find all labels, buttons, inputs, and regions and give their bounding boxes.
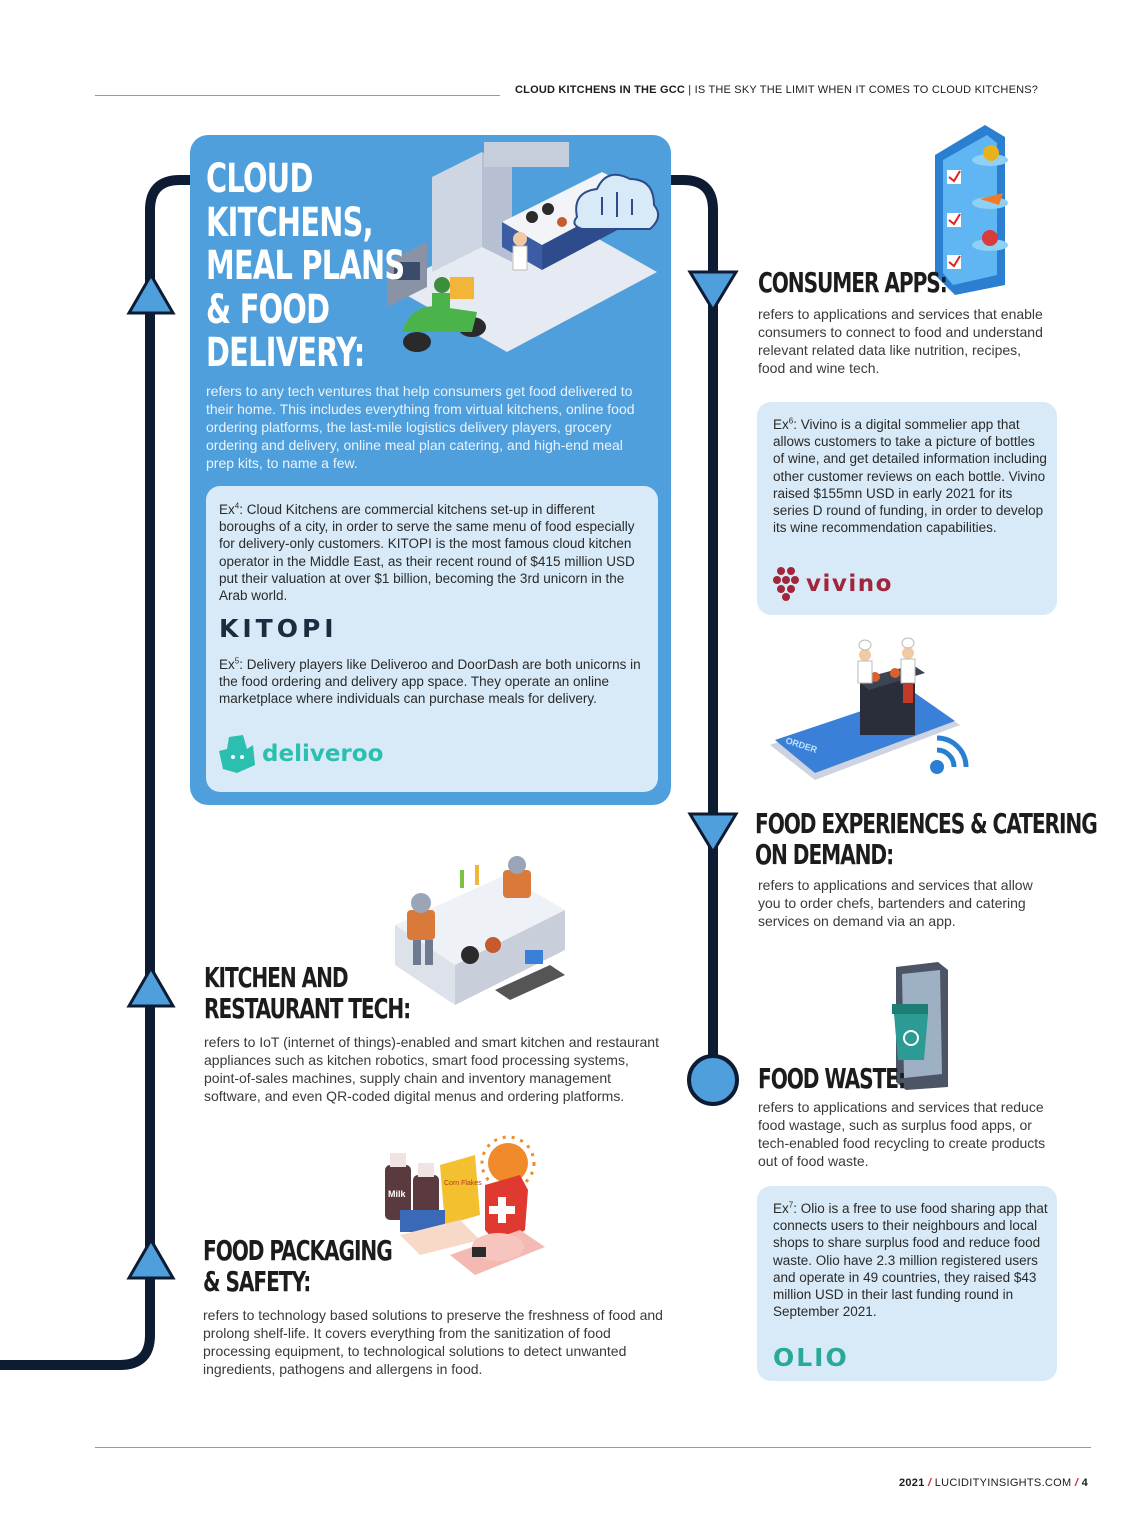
robot-figure (503, 856, 531, 898)
food-waste-title: FOOD WASTE: (758, 1062, 905, 1095)
title-line: CLOUD (206, 156, 313, 202)
title-line: MEAL PLANS (206, 243, 405, 289)
grape-icon (773, 565, 801, 601)
vivino-logo: vivino (806, 571, 893, 597)
title-line: DELIVERY: (206, 330, 365, 376)
example-7-text (773, 1200, 1048, 1320)
up-arrow-icon (129, 968, 173, 1006)
up-arrow-icon (129, 275, 173, 313)
cereal-box-icon (440, 1155, 482, 1225)
order-label: ORDER (784, 735, 819, 755)
up-arrow-icon (129, 1240, 173, 1278)
title-line: FOOD PACKAGING (203, 1234, 392, 1267)
tablet-screen (525, 950, 543, 964)
timeline-end-circle (689, 1056, 737, 1104)
cloud-kitchens-body: refers to any tech ventures that help consumers get food delivered to their home. This includes everything from virtual kitchens, online food ordering platforms, the last-mile logistics delivery players, grocery ordering and delivery, online meal plan catering, and high-end meal prep kits, to name a few. (206, 383, 635, 471)
corn-label: Corn Flakes (444, 1180, 482, 1187)
deliveroo-kangaroo-icon (219, 735, 255, 773)
kitchen-tech-body: refers to IoT (internet of things)-enabled and smart kitchen and restaurant appliances such as kitchen robotics, smart food processing systems, point-of-sales machines, supply chain and inventory management software, and even QR-coded digital menus and ordering platforms. (204, 1034, 659, 1104)
ex-prefix: Ex (219, 502, 235, 517)
footer-year: 2021 (898, 1477, 925, 1489)
food-packaging-body: refers to technology based solutions to preserve the freshness of food and prolong shelf-life. It covers everything from the sanitization of food processing equipment, to technological solutions to detect unwanted ingredients, pathogens and allergens in food. (203, 1307, 663, 1377)
example-6-text (773, 416, 1048, 536)
deliveroo-logo: deliveroo (262, 741, 384, 767)
example-4-text (219, 501, 644, 604)
consumer-apps-body: refers to applications and services that enable consumers to connect to food and understand relevant related data like nutrition, recipes, food and wine tech. (758, 306, 1043, 376)
footnote-number: 6 (788, 416, 794, 426)
timeline-right-track (670, 180, 713, 1060)
chef-figure (513, 232, 527, 270)
food-packaging-illustration (380, 1135, 550, 1285)
down-arrow-icon (690, 272, 736, 310)
timeline-left-track (0, 180, 190, 1365)
page-number: 4 (1081, 1477, 1088, 1489)
header-separator: | (688, 84, 692, 96)
food-experiences-title (755, 808, 1097, 870)
header-section: CLOUD KITCHENS IN THE GCC (515, 84, 685, 96)
footer-rule (95, 1447, 1091, 1448)
ex-prefix: Ex (773, 1201, 789, 1216)
ex-text: : Olio is a free to use food sharing app that connects users to their neighbours and local shops to share surplus food and reduce food waste. Olio have 2.3 million registered users and operate in 49 countries, they raised $43 million USD in their last funding round in September 2021. (773, 1201, 1048, 1320)
kitchen-tech-title (204, 962, 410, 1024)
ex-prefix: Ex (219, 657, 235, 672)
title-line: & SAFETY: (203, 1265, 311, 1298)
title-line: KITCHEN AND (204, 961, 348, 994)
footer-slash: / (927, 1477, 932, 1489)
footnote-number: 7 (788, 1200, 794, 1210)
down-arrow-icon (690, 814, 736, 852)
title-line: & FOOD (206, 286, 330, 333)
header-title: IS THE SKY THE LIMIT WHEN IT COMES TO CLOUD KITCHENS? (694, 84, 1039, 96)
ex-text: : Delivery players like Deliveroo and DoorDash are both unicorns in the food ordering and delivery app space. They operate an online marketplace where individuals can purchase meals for delivery. (219, 657, 641, 707)
food-waste-body: refers to applications and services that reduce food wastage, such as surplus food apps, or tech-enabled food recycling to create products out of food waste. (758, 1099, 1046, 1169)
milk-label: Milk (388, 1189, 406, 1199)
footer-slash: / (1074, 1477, 1079, 1489)
ex-text: : Vivino is a digital sommelier app that allows customers to take a picture of bottles of wine, and get detailed information including other customer reviews on each bottle. Vivino raised $155mn USD in early 2021 for its series D round of funding, in order to develop its wine recommendation capabilities. (773, 417, 1047, 536)
food-experiences-body: refers to applications and services that allow you to order chefs, bartenders and catering services on demand via an app. (758, 877, 1033, 929)
ex-prefix: Ex (773, 417, 789, 432)
footnote-number: 4 (234, 501, 240, 511)
cloud-kitchens-title (206, 158, 404, 376)
food-packaging-title (203, 1235, 392, 1297)
wifi-signal-icon (930, 738, 966, 774)
kitopi-logo: KITOPI (219, 614, 338, 643)
title-line: RESTAURANT TECH: (204, 992, 411, 1025)
footer-site: LUCIDITYINSIGHTS.COM (934, 1477, 1072, 1489)
title-line: FOOD EXPERIENCES & CATERING (755, 807, 1097, 840)
chef-figure (858, 640, 872, 683)
robot-kitchen-illustration (385, 855, 570, 1020)
footnote-number: 5 (234, 656, 240, 666)
example-5-text (219, 656, 647, 708)
consumer-apps-title: CONSUMER APPS: (758, 266, 947, 299)
title-line: KITCHENS, (206, 199, 373, 246)
ex-text: : Cloud Kitchens are commercial kitchens set-up in different boroughs of a city, in order to serve the same menu of food especially for delivery-only customers. KITOPI is the most famous cloud kitchen operator in the Middle East, as their recent round of $415 million USD put their valuation at over $1 billion, becoming the 3rd unicorn in the Arab world. (219, 502, 635, 604)
page-footer (899, 1477, 1088, 1489)
olio-logo: OLIO (773, 1343, 849, 1372)
chef-figure (901, 638, 915, 703)
chef-phone-illustration (765, 635, 980, 785)
cloud-kitchen-illustration (372, 137, 662, 372)
title-line: ON DEMAND: (755, 838, 894, 871)
